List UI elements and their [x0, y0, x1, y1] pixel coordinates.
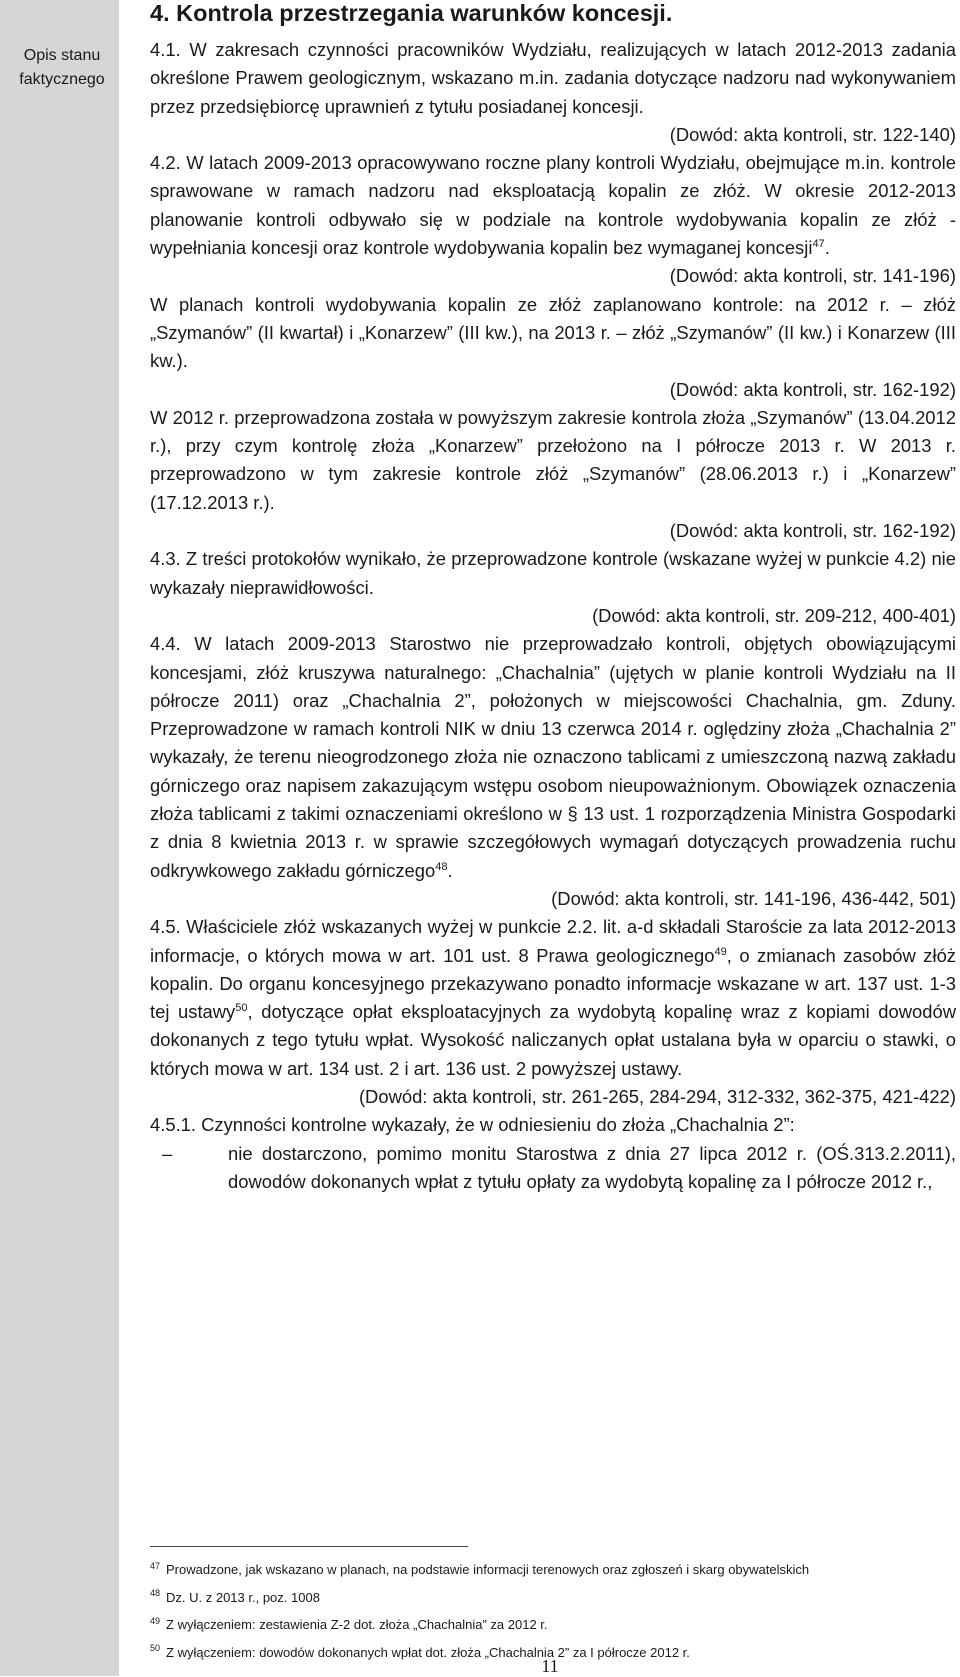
paragraph-4-5 [150, 913, 956, 1083]
evidence-reference: (Dowód: akta kontroli, str. 261-265, 284-294, 312-332, 362-375, 421-422) [358, 1085, 956, 1107]
paragraph-4-2-inspections: W 2012 r. przeprowadzona została w powyższym zakresie kontrola złoża „Szymanów” (13.04.2012 r.), przy czym kontrolę złoża „Konarzew” przełożono na I półrocze 2013 r. W 2013 r. przeprowadzono w tym zakresie kontrole złóż „Szymanów” (28.06.2013 r.) i „Konarzew” (17.12.2013 r.). [150, 406, 956, 513]
footnote-number: 47 [150, 1560, 161, 1571]
footnote-ref-47[interactable]: 47 [812, 237, 825, 250]
footnote-ref-48[interactable]: 48 [435, 860, 448, 873]
paragraph-4-1: 4.1. W zakresach czynności pracowników Wydziału, realizujących w latach 2012-2013 zadania określone Prawem geologicznym, wskazano m.in. zadania dotyczące nadzoru nad wykonywaniem przez przedsiębiorcę uprawnień z tytułu posiadanej koncesji. [150, 39, 956, 117]
footnote-ref-50[interactable]: 50 [235, 1001, 248, 1014]
footnote-text: Z wyłączeniem: zestawienia Z-2 dot. złoża „Chachalnia” za 2012 r. [166, 1617, 548, 1632]
footnote-text: Prowadzone, jak wskazano w planach, na podstawie informacji terenowych oraz zgłoszeń i skarg obywatelskich [166, 1562, 810, 1577]
footnote-ref-49[interactable]: 49 [714, 945, 727, 958]
paragraph-4-2-end: . [824, 237, 830, 259]
paragraph-4-5-1: 4.5.1. Czynności kontrolne wykazały, że w odniesieniu do złoża „Chachalnia 2”: [150, 1114, 795, 1136]
paragraph-4-3: 4.3. Z treści protokołów wynikało, że przeprowadzone kontrole (wskazane wyżej w punkcie 4.2) nie wykazały nieprawidłowości. [150, 548, 956, 598]
list-item [150, 1140, 956, 1197]
paragraph-4-2 [150, 149, 956, 262]
evidence-reference: (Dowód: akta kontroli, str. 141-196) [669, 265, 956, 287]
evidence-reference: (Dowód: akta kontroli, str. 122-140) [669, 123, 956, 145]
paragraph-4-5-text-a: 4.5. Właściciele złóż wskazanych wyżej w punkcie 2.2. lit. a-d składali Staroście za lata 2012-2013 informacje, o których mowa w art. 101 ust. 8 Prawa geologicznego [150, 916, 956, 966]
paragraph-4-2-plans: W planach kontroli wydobywania kopalin ze złóż zaplanowano kontrole: na 2012 r. – złóż „Szymanów” (II kwartał) i „Konarzew” (III kw.), na 2013 r. – złóż „Szymanów” (II kw.) i Konarzew (III kw.). [150, 293, 956, 372]
footnote-number: 49 [150, 1615, 161, 1626]
section-heading: 4. Kontrola przestrzegania warunków koncesji. [150, 0, 673, 26]
paragraph-4-4 [150, 630, 956, 885]
paragraph-4-4-end: . [447, 859, 453, 881]
footnotes [150, 1556, 950, 1666]
footnote [150, 1611, 950, 1639]
paragraph-4-2-text: 4.2. W latach 2009-2013 opracowywano roczne plany kontroli Wydziału, obejmujące m.in. kontrole sprawowane w ramach nadzoru nad eksploatacją kopalin ze złóż. W okresie 2012-2013 planowanie kontroli odbywało się w podziale na kontrole wydobywania kopalin ze złóż - wypełniania koncesji oraz kontrole wydobywania kopalin bez wymaganej koncesji [150, 152, 956, 259]
footnote-separator [150, 1546, 468, 1547]
evidence-reference: (Dowód: akta kontroli, str. 141-196, 436-442, 501) [551, 887, 956, 909]
footnote-number: 50 [150, 1643, 161, 1654]
paragraph-4-5-text-c: , dotyczące opłat eksploatacyjnych za wydobytą kopalinę wraz z kopiami dowodów dokonanych z tego tytułu wpłat. Wysokość naliczanych opłat ustalana była w oparciu o stawki, o których mowa w art. 134 ust. 2 i art. 136 ust. 2 powyższej ustawy. [150, 1001, 957, 1079]
footnote-number: 48 [150, 1588, 161, 1599]
dash-bullet-icon: – [162, 1142, 173, 1164]
findings-list [150, 1140, 956, 1197]
sidebar [0, 0, 119, 1676]
sidebar-label: Opis stanu faktycznego [19, 47, 105, 88]
footnote-text: Dz. U. z 2013 r., poz. 1008 [166, 1589, 320, 1605]
list-item-text: nie dostarczono, pomimo monitu Starostwa z dnia 27 lipca 2012 r. (OŚ.313.2.2011), dowodów dokonanych wpłat z tytułu opłaty za wydobytą kopalinę za I półrocze 2012 r., [228, 1142, 956, 1192]
paragraph-4-4-text: 4.4. W latach 2009-2013 Starostwo nie przeprowadzało kontroli, objętych obowiązującymi koncesjami, złóż kruszywa naturalnego: „Chachalnia” (ujętych w planie kontroli Wydziału na II półrocze 2011) oraz „Chachalnia 2”, położonych w miejscowości Chachalnia, gm. Zduny. Przeprowadzone w ramach kontroli NIK w dniu 13 czerwca 2014 r. oględziny złoża „Chachalnia 2” wykazały, że terenu nieogrodzonego złoża nie oznaczono tablicami z umieszczoną nazwą zakładu górniczego oraz napisem zakazującym wstępu osobom nieupoważnionym. Obowiązek oznaczenia złoża tablicami z takimi oznaczeniami określono w § 13 ust. 1 rozporządzenia Ministra Gospodarki z dnia 8 kwietnia 2013 r. w sprawie szczegółowych wymagań dotyczących prowadzenia ruchu odkrywkowego zakładu górniczego [150, 633, 956, 881]
footnote-text: Z wyłączeniem: dowodów dokonanych wpłat dot. złoża „Chachalnia 2” za I półrocze 2012 r. [166, 1644, 690, 1660]
paragraph-4-5-text-b: , o zmianach zasobów złóż kopalin. Do organu koncesyjnego przekazywano ponadto informacje wskazane w art. 137 ust. 1-3 tej ustawy [150, 944, 956, 1023]
evidence-reference: (Dowód: akta kontroli, str. 209-212, 400-401) [592, 604, 956, 626]
footnote [150, 1584, 950, 1612]
footnote [150, 1556, 950, 1584]
page-number: 11 [541, 1656, 559, 1676]
evidence-reference: (Dowód: akta kontroli, str. 162-192) [669, 520, 956, 542]
evidence-reference: (Dowód: akta kontroli, str. 162-192) [669, 378, 956, 400]
main-content [150, 0, 956, 1196]
